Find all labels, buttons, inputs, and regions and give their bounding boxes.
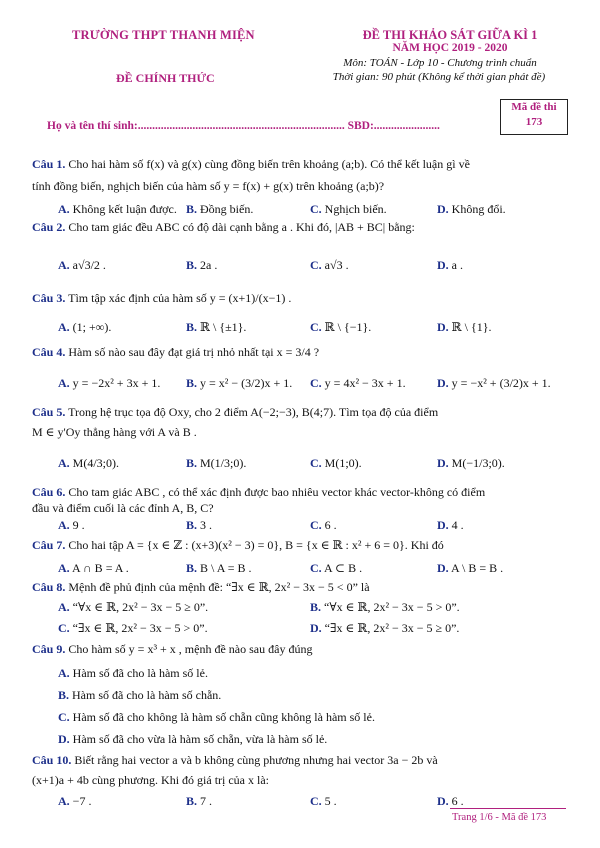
q9-option-c: C. Hàm số đã cho không là hàm số chẵn cũng không là hàm số lẻ. bbox=[58, 710, 375, 724]
q5-option-d: D. M(−1/3;0). bbox=[437, 456, 505, 470]
question-4: Câu 4. Hàm số nào sau đây đạt giá trị nhỏ nhất tại x = 3/4 ? bbox=[32, 345, 320, 359]
q10-option-a: A. −7 . bbox=[58, 794, 92, 808]
student-name-line: Họ và tên thí sinh:........................................................................ SBD:....................... bbox=[47, 120, 440, 132]
q10-option-b: B. 7 . bbox=[186, 794, 213, 808]
q4-option-c: C. y = 4x² − 3x + 1. bbox=[310, 376, 406, 390]
q5-option-a: A. M(4/3;0). bbox=[58, 456, 120, 470]
page-footer: Trang 1/6 - Mã đề 173 bbox=[452, 812, 547, 823]
q9-option-b: B. Hàm số đã cho là hàm số chẵn. bbox=[58, 688, 222, 702]
question-9: Câu 9. Cho hàm số y = x³ + x , mệnh đề nào sau đây đúng bbox=[32, 642, 313, 656]
q4-option-a: A. y = −2x² + 3x + 1. bbox=[58, 376, 161, 390]
q9-option-a: A. Hàm số đã cho là hàm số lẻ. bbox=[58, 666, 208, 680]
q8-option-a: A. “∀x ∈ ℝ, 2x² − 3x − 5 ≥ 0”. bbox=[58, 600, 209, 614]
question-5-cont: M ∈ y'Oy thẳng hàng với A và B . bbox=[32, 425, 197, 439]
time-line: Thời gian: 90 phút (Không kể thời gian phát đề) bbox=[332, 71, 546, 83]
q2-option-b: B. 2a . bbox=[186, 258, 218, 272]
q6-option-a: A. 9 . bbox=[58, 518, 85, 532]
q3-option-b: B. ℝ \ {±1}. bbox=[186, 320, 247, 334]
q1-option-c: C. Nghịch biến. bbox=[310, 202, 387, 216]
q2-option-d: D. a . bbox=[437, 258, 463, 272]
q10-option-c: C. 5 . bbox=[310, 794, 337, 808]
question-7: Câu 7. Cho hai tập A = {x ∈ ℤ : (x+3)(x² − 3) = 0}, B = {x ∈ ℝ : x² + 6 = 0}. Khi đó bbox=[32, 538, 444, 552]
q1-option-b: B. Đồng biến. bbox=[186, 202, 254, 216]
subject-line: Môn: TOÁN - Lớp 10 - Chương trình chuẩn bbox=[343, 57, 537, 69]
footer-divider bbox=[450, 808, 566, 809]
q3-option-d: D. ℝ \ {1}. bbox=[437, 320, 492, 334]
exam-code-box bbox=[500, 99, 568, 135]
q7-option-c: C. A ⊂ B . bbox=[310, 561, 363, 575]
q6-option-d: D. 4 . bbox=[437, 518, 464, 532]
q5-option-c: C. M(1;0). bbox=[310, 456, 362, 470]
question-6: Câu 6. Cho tam giác ABC , có thể xác định được bao nhiêu vector khác vector-không có điểm bbox=[32, 485, 486, 499]
question-label: Câu 1. bbox=[32, 157, 66, 171]
q4-option-d: D. y = −x² + (3/2)x + 1. bbox=[437, 376, 551, 390]
question-6-cont: đầu và điểm cuối là các đỉnh A, B, C? bbox=[32, 501, 214, 515]
school-year: NĂM HỌC 2019 - 2020 bbox=[392, 42, 508, 54]
question-10: Câu 10. Biết rằng hai vector a và b không cùng phương nhưng hai vector 3a − 2b và bbox=[32, 753, 438, 767]
q8-option-b: B. “∀x ∈ ℝ, 2x² − 3x − 5 > 0”. bbox=[310, 600, 460, 614]
exam-code-label: Mã đề thi bbox=[511, 101, 557, 113]
q9-option-d: D. Hàm số đã cho vừa là hàm số chẵn, vừa là hàm số lẻ. bbox=[58, 732, 328, 746]
q3-option-a: A. (1; +∞). bbox=[58, 320, 112, 334]
question-5: Câu 5. Trong hệ trục tọa độ Oxy, cho 2 điểm A(−2;−3), B(4;7). Tìm tọa độ của điểm bbox=[32, 405, 439, 419]
q10-option-d: D. 6 . bbox=[437, 794, 464, 808]
q8-option-d: D. “∃x ∈ ℝ, 2x² − 3x − 5 ≥ 0”. bbox=[310, 621, 460, 635]
school-name: TRƯỜNG THPT THANH MIỆN bbox=[72, 28, 255, 42]
question-2: Câu 2. Cho tam giác đều ABC có độ dài cạnh bằng a . Khi đó, |AB + BC| bằng: bbox=[32, 220, 415, 234]
exam-title: ĐỀ THI KHẢO SÁT GIỮA KÌ 1 bbox=[362, 28, 538, 42]
q2-option-a: A. a√3/2 . bbox=[58, 258, 106, 272]
q4-option-b: B. y = x² − (3/2)x + 1. bbox=[186, 376, 293, 390]
question-1 bbox=[32, 156, 574, 173]
question-3: Câu 3. Tìm tập xác định của hàm số y = (x+1)/(x−1) . bbox=[32, 291, 292, 305]
q7-option-b: B. B \ A = B . bbox=[186, 561, 252, 575]
q2-option-c: C. a√3 . bbox=[310, 258, 349, 272]
q3-option-c: C. ℝ \ {−1}. bbox=[310, 320, 372, 334]
question-1-cont: tính đồng biến, nghịch biến của hàm số y = f(x) + g(x) trên khoảng (a;b)? bbox=[32, 179, 385, 193]
q7-option-d: D. A \ B = B . bbox=[437, 561, 504, 575]
question-10-cont: (x+1)a + 4b cùng phương. Khi đó giá trị của x là: bbox=[32, 773, 269, 787]
q8-option-c: C. “∃x ∈ ℝ, 2x² − 3x − 5 > 0”. bbox=[58, 621, 208, 635]
exam-code-value: 173 bbox=[525, 116, 543, 128]
question-text: Cho hai hàm số f(x) và g(x) cùng đồng biến trên khoảng (a;b). Có thể kết luận gì về bbox=[68, 157, 470, 171]
q7-option-a: A. A ∩ B = A . bbox=[58, 561, 129, 575]
question-8: Câu 8. Mệnh đề phủ định của mệnh đề: “∃x ∈ ℝ, 2x² − 3x − 5 < 0” là bbox=[32, 580, 370, 594]
official-label: ĐỀ CHÍNH THỨC bbox=[116, 71, 215, 85]
q1-option-a: A. Không kết luận được. bbox=[58, 202, 177, 216]
q6-option-b: B. 3 . bbox=[186, 518, 213, 532]
q1-option-d: D. Không đổi. bbox=[437, 202, 506, 216]
q6-option-c: C. 6 . bbox=[310, 518, 337, 532]
q5-option-b: B. M(1/3;0). bbox=[186, 456, 247, 470]
